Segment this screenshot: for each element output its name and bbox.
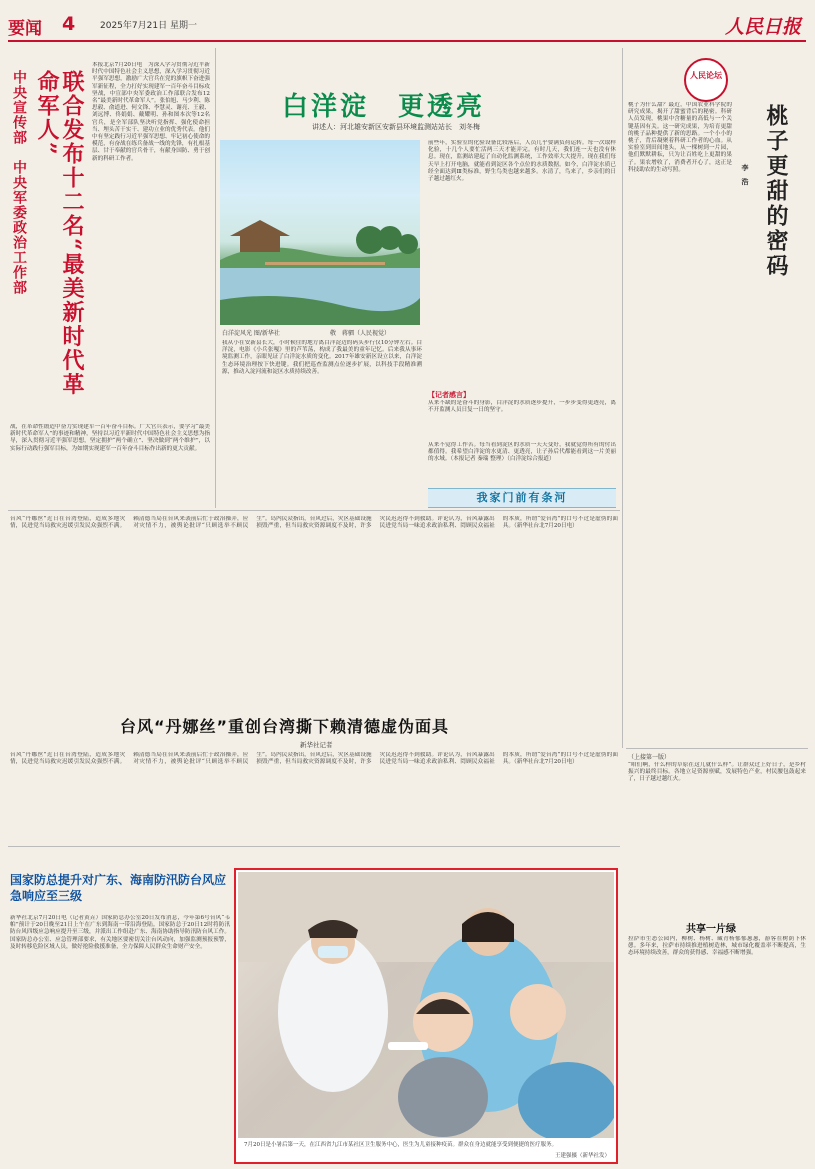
typhoon-headline: 台风“丹娜丝”重创台湾撕下赖清德虚伪面具 [120, 717, 450, 736]
right-section-body: 拉萨市生态公园内，柳树、杨树、藏青杨郁郁葱葱，游客在树荫下休憩。多年来，拉萨市持续推进植树造林，城市绿化覆盖率不断提高，生态环境持续改善，群众的获得感、幸福感不断增强。 [628, 936, 806, 957]
section-rule [8, 846, 620, 847]
vaccine-photo [238, 872, 614, 1138]
column-author: 李 浩 [741, 164, 750, 185]
column-badge-text: 人民论坛 [690, 70, 722, 80]
section-label: 要闻 [8, 19, 42, 39]
typhoon-body-top: 台风“丹娜丝”近日在台湾登陆，造成多地灾情，民进党当局救灾迟缓引发民众强烈不满。赖清德当局在台风来袭前后忙于政治操弄，应对灾情不力，被舆论批评“只顾选举不顾民生”。岛内民众指出，台风过后，灾区基础设施损毁严重，但当局救灾资源调度不及时，许多灾民迟迟得不到救助。评论认为，台风暴露出民进党当局一味追求政治私利、罔顾民众福祉的本质，所谓“爱台湾”的口号不过是虚伪的面具。（新华社台北7月20日电） [10, 516, 618, 530]
lead-headline: 联合发布十二名“最美新时代革命军人” [34, 70, 85, 397]
column-body: 桃子为什么甜？最近，中国农业科学院的研究成果，揭开了甜蜜背后的秘密。科研人员发现，桃果中含糖量的高低与一个关键基因有关。这一研究成果，为培育更甜的桃子品种提供了新的思路。一个小小的桃子，背后凝聚着科研工作者的心血。从实验室到田间地头，从一棵树到一片园，他们默默耕耘，只为让百姓吃上更甜的果子。果农增收了，消费者开心了，这正是科技助农的生动写照。 [628, 102, 732, 173]
river-banner [428, 488, 616, 508]
feature-title: 白洋淀 更透亮 [282, 92, 486, 122]
issue-date: 2025年7月21日 星期一 [100, 21, 197, 31]
photo-credit: 王建强摄（新华社发） [554, 1153, 610, 1159]
defense-body: 新华社北京7月20日电（记者黄垚）国家防总办公室20日发布消息，今年第6号台风“韦帕”预计于20日晚至21日上午在广东到海南一带沿海登陆。国家防总于20日12时将防汛防台风四级应急响应提升至三级，并派出工作组赴广东、海南协助指导防汛防台风工作。国家防总办公室、应急管理部要求，有关地区要密切关注台风动向，加强监测预报预警，及时转移危险区域人员，做好抢险救援准备，全力保障人民群众生命财产安全。 [10, 915, 230, 950]
feature-note-title: 【记者感言】 [428, 390, 470, 399]
lead-body: 本报北京7月20日电 为深入学习贯彻习近平新时代中国特色社会主义思想，深入学习贯彻习近平强军思想，激励广大官兵在党的旗帜下奋进强军新征程，全力打好实现建军一百年奋斗目标攻坚战，中宣部中央军委政治工作部联合发布12名“最美新时代革命军人”。张伯旭、马少利、陈思毅、俞道进、何文锋、李慧灵、谢亮、王毅、刘远博、佟娟娟、戴耀明、孙和图本次等12名官兵，是全军部队坚决听党指挥、强化使命担当、埋头苦干实干、建功立业的优秀代表。他们中有坚定践行习近平强军思想、牢记初心使命的模范，有奋战在练兵备战一线的先锋，有扎根基层、甘于奉献的官兵骨干，有献身国防、勇于创新的科研工作者。 [92, 62, 210, 162]
right-story-label: （上接第一版） [628, 754, 671, 761]
feature-note-body: 从来不缺的是奋斗的身影，白洋淀的水质逐步提升，一步步变得更透亮，离不开监测人员日复一日的坚守。 [428, 400, 616, 414]
feature-body-right: 从来不觉得工作苦。每当看到淀区的水质一天天变好，我就觉得所有的付出都值得。我希望白洋淀的水更清、更透亮，让子孙后代都能看到这一片美丽的水域。（本报记者 秦瑞 整理）（白洋淀综合报道） [428, 442, 616, 463]
col-divider [622, 48, 623, 748]
feature-body-mid: 前些年，实验室的化验设备比较落后，人员几乎要满负荷运转。每一次取样化验，十几个人要忙活两三天才能弄完。有时几天，我们连一天也没有休息。现在，监测站建起了自动化监测系统，工作效率大大提升。现在我们每天早上打开电脑，就能看到淀区各个点位的水质数据。如今，白洋淀水质已经全面达到Ⅲ类标准，野生鸟类也越来越多。水清了，鸟来了，乡亲们的日子越过越红火。 [428, 140, 616, 183]
photo-caption: 7月20日是小暑后第一天，在江西省九江市某社区卫生服务中心，医生为儿童接种疫苗。群众在身边就能享受到便捷的医疗服务。 [244, 1142, 558, 1148]
masthead [0, 0, 815, 44]
vaccination-scene-icon [238, 872, 614, 1138]
defense-headline: 国家防总提升对广东、海南防汛防台风应急响应至三级 [10, 873, 227, 903]
section-rule [626, 748, 808, 749]
section-rule [8, 510, 620, 511]
feature-photo [220, 140, 420, 325]
page-number: 4 [62, 13, 76, 35]
paper-logo: 人民日报 [725, 16, 802, 38]
feature-byline: 讲述人：河北雄安新区安新县环境监测站站长 刘冬梅 [312, 123, 480, 131]
feature-photo-credit: 敬 蒋驷（人民视觉） [330, 330, 391, 337]
pavilion-illustration-icon [220, 140, 420, 325]
right-section-title: 共享一片绿 [686, 924, 736, 935]
masthead-rule [8, 40, 806, 42]
vaccine-photo-frame [234, 868, 618, 1164]
typhoon-byline: 新华社记者 [300, 741, 333, 749]
typhoon-body: 台风“丹娜丝”近日在台湾登陆，造成多地灾情，民进党当局救灾迟缓引发民众强烈不满。赖清德当局在台风来袭前后忙于政治操弄，应对灾情不力，被舆论批评“只顾选举不顾民生”。岛内民众指出，台风过后，灾区基础设施损毁严重，但当局救灾资源调度不及时，许多灾民迟迟得不到救助。评论认为，台风暴露出民进党当局一味追求政治私利、罔顾民众福祉的本质，所谓“爱台湾”的口号不过是虚伪的面具。（新华社台北7月20日电） [10, 752, 618, 766]
river-banner-text: 我家门前有条河 [476, 491, 568, 504]
right-story-body: “咱们啊，什么样的草原在这儿就什么样”。让群众过上好日子，是乡村振兴的最终目标。各地立足资源禀赋，发展特色产业，村民腰包鼓起来了，日子越过越红火。 [628, 762, 806, 783]
col-divider [215, 48, 216, 508]
column-badge [684, 58, 728, 102]
feature-photo-caption: 白洋淀风光 图/新华社 [222, 330, 280, 337]
lead-tail: 战，在革命性锻造中奋力实现建军一百年奋斗目标。广大官兵表示，要学习“最美新时代革命军人”的事迹和精神，坚持以习近平新时代中国特色社会主义思想为指导，深入贯彻习近平强军思想，坚定拥护“两个确立”、坚决做到“两个维护”，以实际行动践行强军目标，为如期实现建军一百年奋斗目标作出新的更大贡献。 [10, 424, 210, 452]
feature-body-left: 我从小在安新县长大，小时候住的地方离白洋淀边的码头步行仅10分钟左右。白洋淀，电影《小兵张嘎》里的芦苇荡，构成了我最美的童年记忆。后来我从事环境监测工作，亲眼见证了白洋淀水质的变化。2017年雄安新区设立以来，白洋淀生态环境治理按下快进键。我们把巡查监测点位逐步扩展，以科技手段精准溯源，推动入淀河流和淀区水质持续改善。 [222, 340, 422, 375]
lead-issuers: 中央宣传部 中央军委政治工作部 [11, 70, 27, 295]
column-title: 桃子更甜的密码 [763, 104, 789, 279]
